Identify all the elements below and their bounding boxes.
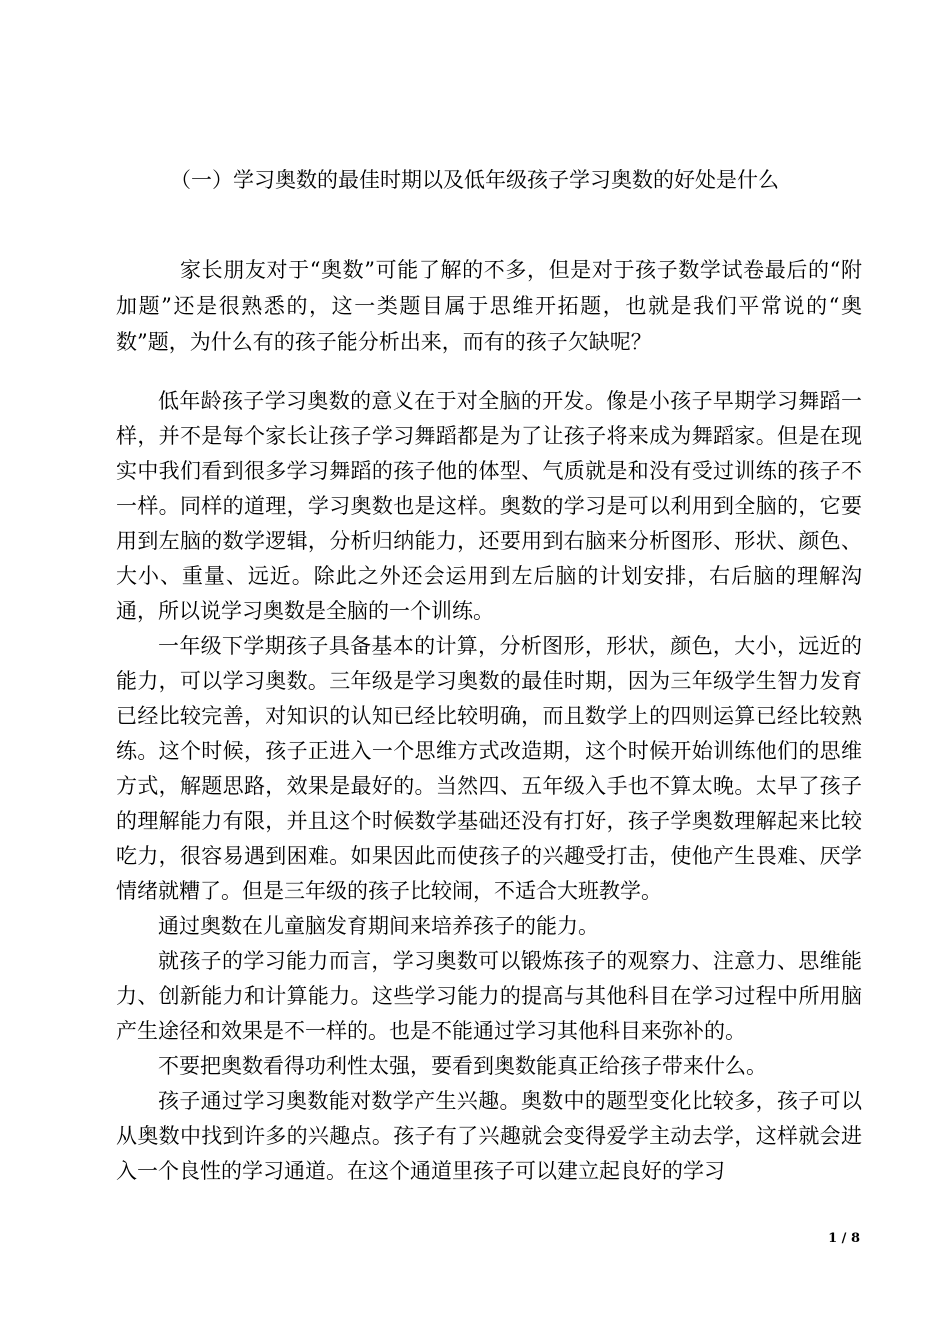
intro-paragraph: 家长朋友对于“奥数”可能了解的不多，但是对于孩子数学试卷最后的“附加题”还是很熟悉的，这一类题目属于思维开拓题，也就是我们平常说的“奥数”题，为什么有的孩子能分析出来，而有的孩子欠缺呢？ (116, 258, 862, 354)
document-title: （一）学习奥数的最佳时期以及低年级孩子学习奥数的好处是什么 (170, 168, 779, 192)
body-paragraph: 通过奥数在儿童脑发育期间来培养孩子的能力。 (158, 914, 599, 938)
document-body (116, 384, 862, 1189)
page-indicator: 1 / 8 (828, 1231, 860, 1246)
body-paragraph: 就孩子的学习能力而言，学习奥数可以锻炼孩子的观察力、注意力、思维能力、创新能力和计算能力。这些学习能力的提高与其他科目在学习过程中所用脑产生途径和效果是不一样的。也是不能通过学习其他科目来弥补的。 (116, 949, 862, 1043)
body-paragraph: 孩子通过学习奥数能对数学产生兴趣。奥数中的题型变化比较多，孩子可以从奥数中找到许多的兴趣点。孩子有了兴趣就会变得爱学主动去学，这样就会进入一个良性的学习通道。在这个通道里孩子可以建立起良好的学习 (116, 1089, 862, 1183)
body-paragraph: 不要把奥数看得功利性太强，要看到奥数能真正给孩子带来什么。 (158, 1054, 767, 1078)
body-paragraph: 一年级下学期孩子具备基本的计算，分析图形，形状，颜色，大小，远近的能力，可以学习奥数。三年级是学习奥数的最佳时期，因为三年级学生智力发育已经比较完善，对知识的认知已经比较明确，而且数学上的四则运算已经比较熟练。这个时候，孩子正进入一个思维方式改造期，这个时候开始训练他们的思维方式，解题思路，效果是最好的。当然四、五年级入手也不算太晚。太早了孩子的理解能力有限，并且这个时候数学基础还没有打好，孩子学奥数理解起来比较吃力，很容易遇到困难。如果因此而使孩子的兴趣受打击，使他产生畏难、厌学情绪就糟了。但是三年级的孩子比较闹，不适合大班教学。 (116, 634, 862, 903)
body-paragraph: 低年龄孩子学习奥数的意义在于对全脑的开发。像是小孩子早期学习舞蹈一样，并不是每个家长让孩子学习舞蹈都是为了让孩子将来成为舞蹈家。但是在现实中我们看到很多学习舞蹈的孩子他的体型、气质就是和没有受过训练的孩子不一样。同样的道理，学习奥数也是这样。奥数的学习是可以利用到全脑的，它要用到左脑的数学逻辑，分析归纳能力，还要用到右脑来分析图形、形状、颜色、大小、重量、远近。除此之外还会运用到左后脑的计划安排，右后脑的理解沟通，所以说学习奥数是全脑的一个训练。 (116, 389, 862, 623)
